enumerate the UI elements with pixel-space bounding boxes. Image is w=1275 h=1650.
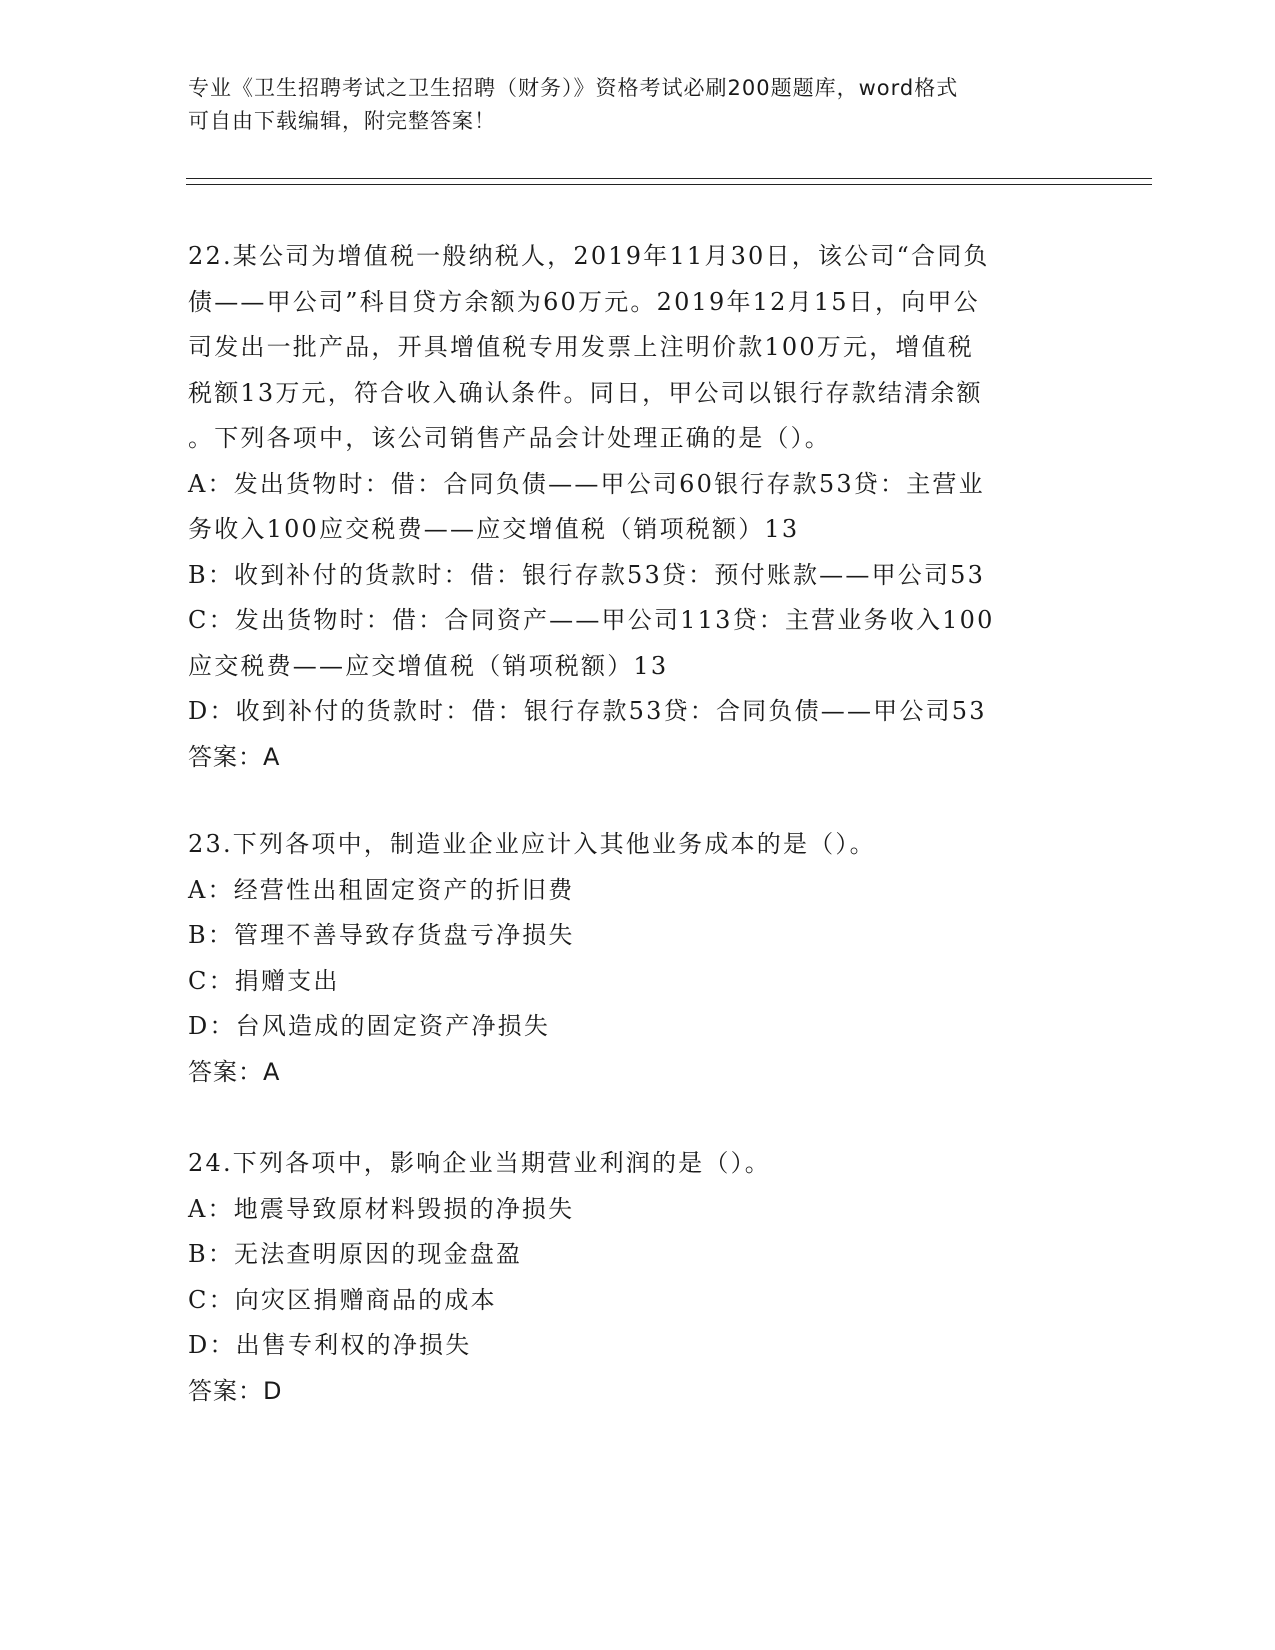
option-a: A：发出货物时：借：合同负债——甲公司60银行存款53贷：主营业 <box>188 469 985 498</box>
option-d: D：收到补付的货款时：借：银行存款53贷：合同负债——甲公司53 <box>188 697 987 725</box>
question-23 <box>188 822 1088 1095</box>
header-line-2: 可自由下载编辑，附完整答案！ <box>188 109 496 133</box>
question-text-line: 司发出一批产品，开具增值税专用发票上注明价款100万元，增值税 <box>188 333 975 361</box>
question-text-line: 22.某公司为增值税一般纳税人，2019年11月30日，该公司“合同负 <box>188 242 990 270</box>
question-text-line: 债——甲公司”科目贷方余额为60万元。2019年12月15日，向甲公 <box>188 287 980 316</box>
option-b: B：无法查明原因的现金盘盈 <box>188 1240 523 1268</box>
option-b: B：管理不善导致存货盘亏净损失 <box>188 921 575 949</box>
question-text-line: 。下列各项中，该公司销售产品会计处理正确的是（）。 <box>188 424 831 452</box>
document-header <box>188 72 1088 138</box>
question-text-line: 23.下列各项中，制造业企业应计入其他业务成本的是（）。 <box>188 830 876 858</box>
option-c: C：捐赠支出 <box>188 966 340 995</box>
header-divider-bottom <box>186 184 1152 185</box>
question-text-line: 24.下列各项中，影响企业当期营业利润的是（）。 <box>188 1149 771 1177</box>
answer-label: 答案：A <box>188 1057 281 1086</box>
option-c: C：发出货物时：借：合同资产——甲公司113贷：主营业务收入100 <box>188 606 995 634</box>
option-d: D：出售专利权的净损失 <box>188 1331 472 1359</box>
question-text-line: 税额13万元，符合收入确认条件。同日，甲公司以银行存款结清余额 <box>188 378 983 407</box>
header-divider-top <box>186 178 1152 179</box>
question-24 <box>188 1141 1088 1414</box>
option-a: A：地震导致原材料毁损的净损失 <box>188 1194 575 1223</box>
option-c-continued: 应交税费——应交增值税（销项税额）13 <box>188 651 669 680</box>
option-c: C：向灾区捐赠商品的成本 <box>188 1285 497 1314</box>
answer-label: 答案：A <box>188 742 281 771</box>
question-22 <box>188 234 1088 780</box>
option-a-continued: 务收入100应交税费——应交增值税（销项税额）13 <box>188 515 800 543</box>
answer-label: 答案：D <box>188 1376 283 1405</box>
option-d: D：台风造成的固定资产净损失 <box>188 1012 551 1040</box>
header-line-1: 专业《卫生招聘考试之卫生招聘（财务）》资格考试必刷200题题库，word格式 <box>188 76 959 100</box>
option-a: A：经营性出租固定资产的折旧费 <box>188 875 575 904</box>
option-b: B：收到补付的货款时：借：银行存款53贷：预付账款——甲公司53 <box>188 560 986 589</box>
